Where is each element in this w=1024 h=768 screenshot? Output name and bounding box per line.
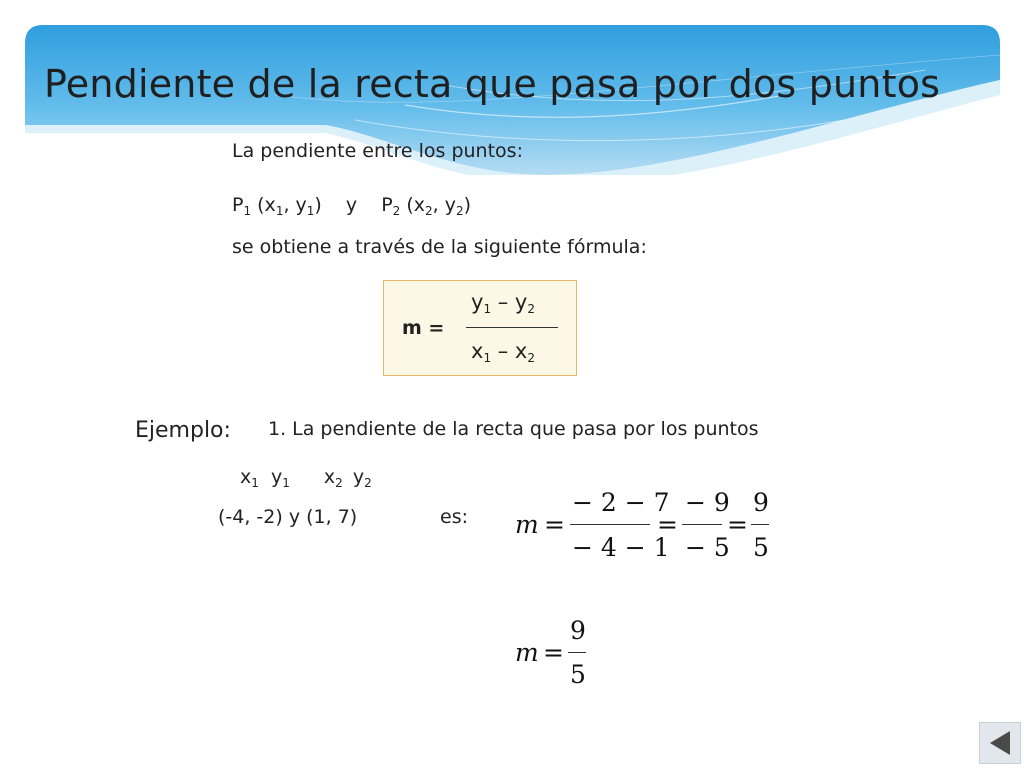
calc-eq-1: = xyxy=(544,510,565,539)
calc-m: m xyxy=(515,510,539,539)
den-a: x xyxy=(471,339,484,363)
formula-denominator xyxy=(471,339,535,363)
p2-x-sub: 2 xyxy=(425,204,433,218)
calc-frac1-num: − 2 − 7 xyxy=(572,488,670,517)
calc-frac3-den: 5 xyxy=(753,533,769,562)
calc-frac3-bar xyxy=(751,524,769,525)
formula-fraction-bar xyxy=(466,327,558,328)
p1-mid: , y xyxy=(283,194,307,216)
calc-frac2-bar xyxy=(682,524,722,525)
calc-frac1-den: − 4 − 1 xyxy=(572,533,670,562)
p1-y-sub: 1 xyxy=(306,204,315,218)
label-x1: x xyxy=(240,466,252,488)
calc-eq-3: = xyxy=(727,510,748,539)
slope-formula-box xyxy=(383,280,577,376)
example-es: es: xyxy=(440,506,468,528)
num-op: – y xyxy=(491,290,528,314)
formula-lhs: m = xyxy=(402,317,445,339)
previous-slide-button[interactable] xyxy=(979,722,1021,764)
triangle-left-icon xyxy=(980,723,1020,763)
p2-close: ) xyxy=(463,194,472,216)
slide-title: Pendiente de la recta que pasa por dos puntos xyxy=(44,62,941,106)
label-y2-sub: 2 xyxy=(364,476,372,490)
den-b-sub: 2 xyxy=(527,351,535,365)
calc-eq-2: = xyxy=(657,510,678,539)
label-x1-sub: 1 xyxy=(251,476,259,490)
points-connector: y xyxy=(345,194,358,216)
p2-sub: 2 xyxy=(392,204,401,218)
points-line xyxy=(232,194,471,216)
example-points: (-4, -2) y (1, 7) xyxy=(218,506,358,528)
label-x2: x xyxy=(323,466,336,488)
p2-y-sub: 2 xyxy=(455,204,464,218)
coord-labels xyxy=(240,466,372,488)
example-label: Ejemplo: xyxy=(135,418,231,443)
p2-open: (x xyxy=(400,194,425,216)
p1-sub: 1 xyxy=(243,204,252,218)
label-x2-sub: 2 xyxy=(335,476,343,490)
result-den: 5 xyxy=(570,660,586,689)
label-y1-sub: 1 xyxy=(282,476,290,490)
den-op: – x xyxy=(491,339,528,363)
num-a: y xyxy=(471,290,484,314)
p1-x-sub: 1 xyxy=(275,204,284,218)
p1-letter: P xyxy=(232,194,244,216)
label-y2: y xyxy=(352,466,365,488)
num-a-sub: 1 xyxy=(483,302,492,316)
den-a-sub: 1 xyxy=(483,351,492,365)
p1-close: ) xyxy=(314,194,322,216)
formula-numerator xyxy=(471,290,535,314)
p1-open: (x xyxy=(251,194,276,216)
example-statement: 1. La pendiente de la recta que pasa por los puntos xyxy=(268,418,759,440)
calc-frac2-num: − 9 xyxy=(685,488,730,517)
result-m: m xyxy=(515,638,539,667)
calc-frac1-bar xyxy=(570,524,650,525)
calc-frac3-num: 9 xyxy=(753,488,769,517)
num-b-sub: 2 xyxy=(527,302,535,316)
p2-letter: P xyxy=(381,194,393,216)
result-bar xyxy=(568,652,586,653)
formula-intro-text: se obtiene a través de la siguiente fórmula: xyxy=(232,236,647,258)
p2-mid: , y xyxy=(432,194,456,216)
calc-frac2-den: − 5 xyxy=(685,533,730,562)
result-num: 9 xyxy=(570,616,586,645)
intro-text: La pendiente entre los puntos: xyxy=(232,140,523,162)
label-y1: y xyxy=(270,466,283,488)
result-eq: = xyxy=(543,638,564,667)
